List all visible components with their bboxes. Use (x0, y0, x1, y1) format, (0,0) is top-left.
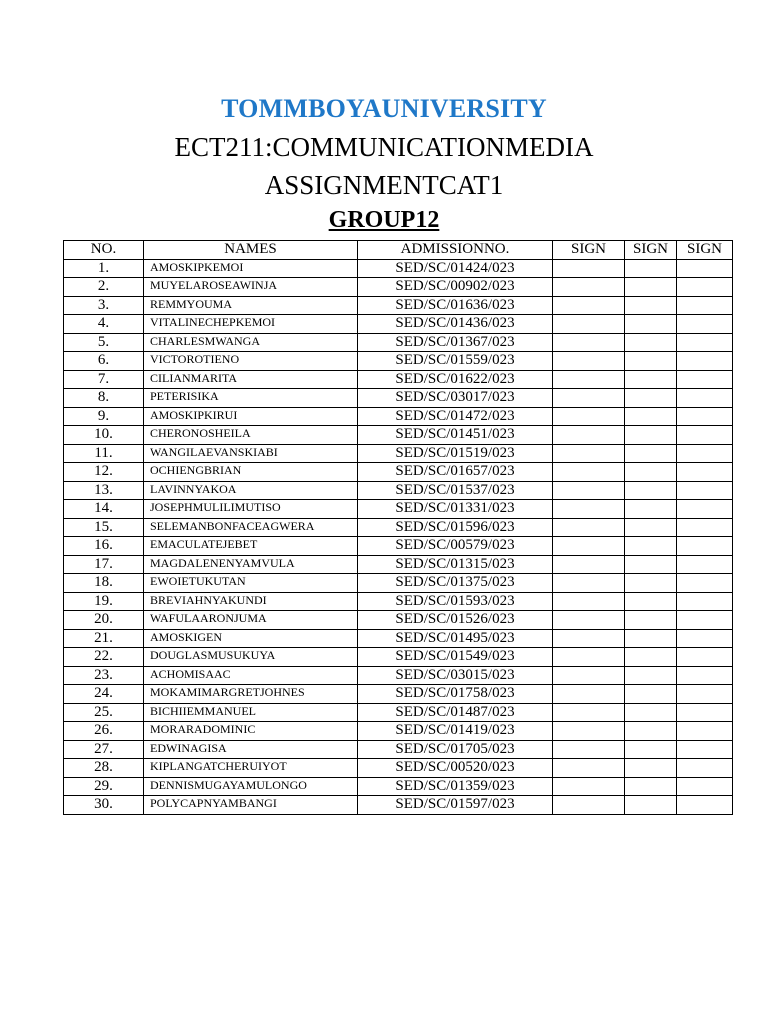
column-header-sign: SIGN (625, 241, 677, 260)
table-row (64, 740, 733, 759)
sign-cell (553, 481, 625, 500)
student-name: EWOIETUKUTAN (144, 574, 358, 593)
sign-cell (677, 666, 733, 685)
admission-number: SED/SC/01758/023 (358, 685, 553, 704)
row-number: 3. (64, 296, 144, 315)
table-row (64, 426, 733, 445)
student-name: JOSEPHMULILIMUTISO (144, 500, 358, 519)
table-row (64, 777, 733, 796)
admission-number: SED/SC/01549/023 (358, 648, 553, 667)
row-number: 17. (64, 555, 144, 574)
sign-cell (625, 407, 677, 426)
table-row (64, 370, 733, 389)
table-row (64, 481, 733, 500)
admission-number: SED/SC/01636/023 (358, 296, 553, 315)
column-header-sign: SIGN (677, 241, 733, 260)
sign-cell (625, 278, 677, 297)
sign-cell (553, 648, 625, 667)
row-number: 2. (64, 278, 144, 297)
sign-cell (677, 481, 733, 500)
student-name: SELEMANBONFACEAGWERA (144, 518, 358, 537)
admission-number: SED/SC/01495/023 (358, 629, 553, 648)
sign-cell (553, 722, 625, 741)
table-row (64, 648, 733, 667)
student-name: ACHOMISAAC (144, 666, 358, 685)
table-row (64, 555, 733, 574)
student-name: CHERONOSHEILA (144, 426, 358, 445)
sign-cell (677, 740, 733, 759)
sign-cell (677, 315, 733, 334)
sign-cell (677, 611, 733, 630)
student-name: VICTOROTIENO (144, 352, 358, 371)
sign-cell (625, 722, 677, 741)
row-number: 16. (64, 537, 144, 556)
row-number: 10. (64, 426, 144, 445)
student-name: AMOSKIGEN (144, 629, 358, 648)
sign-cell (553, 463, 625, 482)
sign-cell (677, 518, 733, 537)
table-row (64, 500, 733, 519)
student-name: VITALINECHEPKEMOI (144, 315, 358, 334)
row-number: 1. (64, 259, 144, 278)
admission-number: SED/SC/01367/023 (358, 333, 553, 352)
sign-cell (677, 259, 733, 278)
student-name: DENNISMUGAYAMULONGO (144, 777, 358, 796)
row-number: 24. (64, 685, 144, 704)
sign-cell (553, 666, 625, 685)
student-name: EMACULATEJEBET (144, 537, 358, 556)
admission-number: SED/SC/00902/023 (358, 278, 553, 297)
sign-cell (553, 278, 625, 297)
course-title: ECT211:COMMUNICATIONMEDIA (174, 132, 594, 162)
sign-cell (677, 389, 733, 408)
sign-cell (625, 703, 677, 722)
table-row (64, 703, 733, 722)
row-number: 11. (64, 444, 144, 463)
sign-cell (553, 740, 625, 759)
sign-cell (553, 685, 625, 704)
sign-cell (553, 426, 625, 445)
column-header-names: NAMES (144, 241, 358, 260)
admission-number: SED/SC/01487/023 (358, 703, 553, 722)
table-row (64, 537, 733, 556)
sign-cell (625, 592, 677, 611)
sign-cell (677, 537, 733, 556)
admission-number: SED/SC/00579/023 (358, 537, 553, 556)
table-header-row (64, 241, 733, 260)
sign-cell (553, 574, 625, 593)
assignment-title: ASSIGNMENTCAT1 (264, 170, 504, 200)
sign-cell (625, 574, 677, 593)
admission-number: SED/SC/01559/023 (358, 352, 553, 371)
sign-cell (625, 666, 677, 685)
row-number: 27. (64, 740, 144, 759)
student-name: EDWINAGISA (144, 740, 358, 759)
table-row (64, 722, 733, 741)
admission-number: SED/SC/01597/023 (358, 796, 553, 815)
sign-cell (677, 352, 733, 371)
sign-cell (553, 296, 625, 315)
sign-cell (625, 481, 677, 500)
sign-cell (553, 611, 625, 630)
row-number: 8. (64, 389, 144, 408)
admission-number: SED/SC/01419/023 (358, 722, 553, 741)
group-title: GROUP12 (328, 207, 440, 233)
sign-cell (625, 389, 677, 408)
student-name: CILIANMARITA (144, 370, 358, 389)
admission-number: SED/SC/01436/023 (358, 315, 553, 334)
column-header-no: NO. (64, 241, 144, 260)
row-number: 9. (64, 407, 144, 426)
student-name: BICHIIEMMANUEL (144, 703, 358, 722)
sign-cell (677, 722, 733, 741)
table-row (64, 259, 733, 278)
row-number: 23. (64, 666, 144, 685)
row-number: 26. (64, 722, 144, 741)
column-header-admission: ADMISSIONNO. (358, 241, 553, 260)
table-row (64, 333, 733, 352)
row-number: 25. (64, 703, 144, 722)
sign-cell (677, 703, 733, 722)
sign-cell (677, 426, 733, 445)
sign-cell (677, 629, 733, 648)
sign-cell (553, 555, 625, 574)
sign-cell (553, 629, 625, 648)
sign-cell (677, 555, 733, 574)
row-number: 28. (64, 759, 144, 778)
admission-number: SED/SC/01472/023 (358, 407, 553, 426)
admission-number: SED/SC/01526/023 (358, 611, 553, 630)
sign-cell (625, 740, 677, 759)
column-header-sign: SIGN (553, 241, 625, 260)
university-title: TOMMBOYAUNIVERSITY (221, 94, 547, 123)
sign-cell (625, 444, 677, 463)
sign-cell (553, 333, 625, 352)
row-number: 19. (64, 592, 144, 611)
table-body (64, 259, 733, 814)
attendance-table (63, 240, 733, 815)
sign-cell (677, 574, 733, 593)
admission-number: SED/SC/01315/023 (358, 555, 553, 574)
sign-cell (553, 500, 625, 519)
student-name: MAGDALENENYAMVULA (144, 555, 358, 574)
sign-cell (553, 389, 625, 408)
row-number: 18. (64, 574, 144, 593)
sign-cell (625, 796, 677, 815)
student-name: AMOSKIPKEMOI (144, 259, 358, 278)
sign-cell (553, 796, 625, 815)
admission-number: SED/SC/01359/023 (358, 777, 553, 796)
row-number: 21. (64, 629, 144, 648)
admission-number: SED/SC/01593/023 (358, 592, 553, 611)
table-row (64, 629, 733, 648)
sign-cell (625, 648, 677, 667)
sign-cell (625, 259, 677, 278)
row-number: 29. (64, 777, 144, 796)
sign-cell (677, 777, 733, 796)
table-row (64, 592, 733, 611)
row-number: 4. (64, 315, 144, 334)
student-name: MOKAMIMARGRETJOHNES (144, 685, 358, 704)
student-name: MUYELAROSEAWINJA (144, 278, 358, 297)
sign-cell (625, 426, 677, 445)
student-name: MORARADOMINIC (144, 722, 358, 741)
table-row (64, 296, 733, 315)
table-row (64, 315, 733, 334)
row-number: 12. (64, 463, 144, 482)
table-row (64, 685, 733, 704)
table-row (64, 574, 733, 593)
sign-cell (677, 648, 733, 667)
sign-cell (553, 259, 625, 278)
row-number: 15. (64, 518, 144, 537)
row-number: 7. (64, 370, 144, 389)
admission-number: SED/SC/01596/023 (358, 518, 553, 537)
table-row (64, 352, 733, 371)
row-number: 30. (64, 796, 144, 815)
table-row (64, 666, 733, 685)
student-name: BREVIAHNYAKUNDI (144, 592, 358, 611)
admission-number: SED/SC/01622/023 (358, 370, 553, 389)
sign-cell (553, 444, 625, 463)
admission-number: SED/SC/01424/023 (358, 259, 553, 278)
admission-number: SED/SC/01451/023 (358, 426, 553, 445)
sign-cell (553, 703, 625, 722)
sign-cell (677, 592, 733, 611)
sign-cell (625, 333, 677, 352)
table-row (64, 463, 733, 482)
row-number: 14. (64, 500, 144, 519)
student-name: AMOSKIPKIRUI (144, 407, 358, 426)
student-name: CHARLESMWANGA (144, 333, 358, 352)
row-number: 5. (64, 333, 144, 352)
sign-cell (677, 500, 733, 519)
sign-cell (677, 333, 733, 352)
student-name: POLYCAPNYAMBANGI (144, 796, 358, 815)
table-row (64, 389, 733, 408)
student-name: LAVINNYAKOA (144, 481, 358, 500)
sign-cell (625, 352, 677, 371)
table-row (64, 611, 733, 630)
student-name: PETERISIKA (144, 389, 358, 408)
admission-number: SED/SC/01657/023 (358, 463, 553, 482)
row-number: 13. (64, 481, 144, 500)
admission-number: SED/SC/01537/023 (358, 481, 553, 500)
sign-cell (625, 518, 677, 537)
admission-number: SED/SC/01331/023 (358, 500, 553, 519)
admission-number: SED/SC/01519/023 (358, 444, 553, 463)
admission-number: SED/SC/01705/023 (358, 740, 553, 759)
sign-cell (553, 370, 625, 389)
student-name: WAFULAARONJUMA (144, 611, 358, 630)
sign-cell (625, 685, 677, 704)
row-number: 22. (64, 648, 144, 667)
sign-cell (553, 537, 625, 556)
admission-number: SED/SC/03015/023 (358, 666, 553, 685)
table-row (64, 278, 733, 297)
sign-cell (553, 518, 625, 537)
sign-cell (677, 407, 733, 426)
sign-cell (677, 463, 733, 482)
sign-cell (625, 537, 677, 556)
sign-cell (553, 315, 625, 334)
row-number: 20. (64, 611, 144, 630)
sign-cell (625, 777, 677, 796)
table-row (64, 796, 733, 815)
student-name: WANGILAEVANSKIABI (144, 444, 358, 463)
sign-cell (677, 370, 733, 389)
sign-cell (677, 278, 733, 297)
sign-cell (625, 555, 677, 574)
admission-number: SED/SC/00520/023 (358, 759, 553, 778)
student-name: OCHIENGBRIAN (144, 463, 358, 482)
sign-cell (625, 629, 677, 648)
row-number: 6. (64, 352, 144, 371)
sign-cell (553, 592, 625, 611)
table-row (64, 518, 733, 537)
sign-cell (625, 759, 677, 778)
sign-cell (553, 352, 625, 371)
sign-cell (625, 370, 677, 389)
admission-number: SED/SC/01375/023 (358, 574, 553, 593)
sign-cell (625, 500, 677, 519)
table-row (64, 759, 733, 778)
sign-cell (677, 759, 733, 778)
sign-cell (553, 777, 625, 796)
student-name: REMMYOUMA (144, 296, 358, 315)
sign-cell (553, 759, 625, 778)
sign-cell (677, 796, 733, 815)
sign-cell (625, 463, 677, 482)
sign-cell (625, 315, 677, 334)
student-name: DOUGLASMUSUKUYA (144, 648, 358, 667)
sign-cell (553, 407, 625, 426)
sign-cell (625, 611, 677, 630)
student-name: KIPLANGATCHERUIYOT (144, 759, 358, 778)
table-row (64, 407, 733, 426)
sign-cell (677, 296, 733, 315)
sign-cell (677, 444, 733, 463)
table-row (64, 444, 733, 463)
sign-cell (677, 685, 733, 704)
sign-cell (625, 296, 677, 315)
admission-number: SED/SC/03017/023 (358, 389, 553, 408)
